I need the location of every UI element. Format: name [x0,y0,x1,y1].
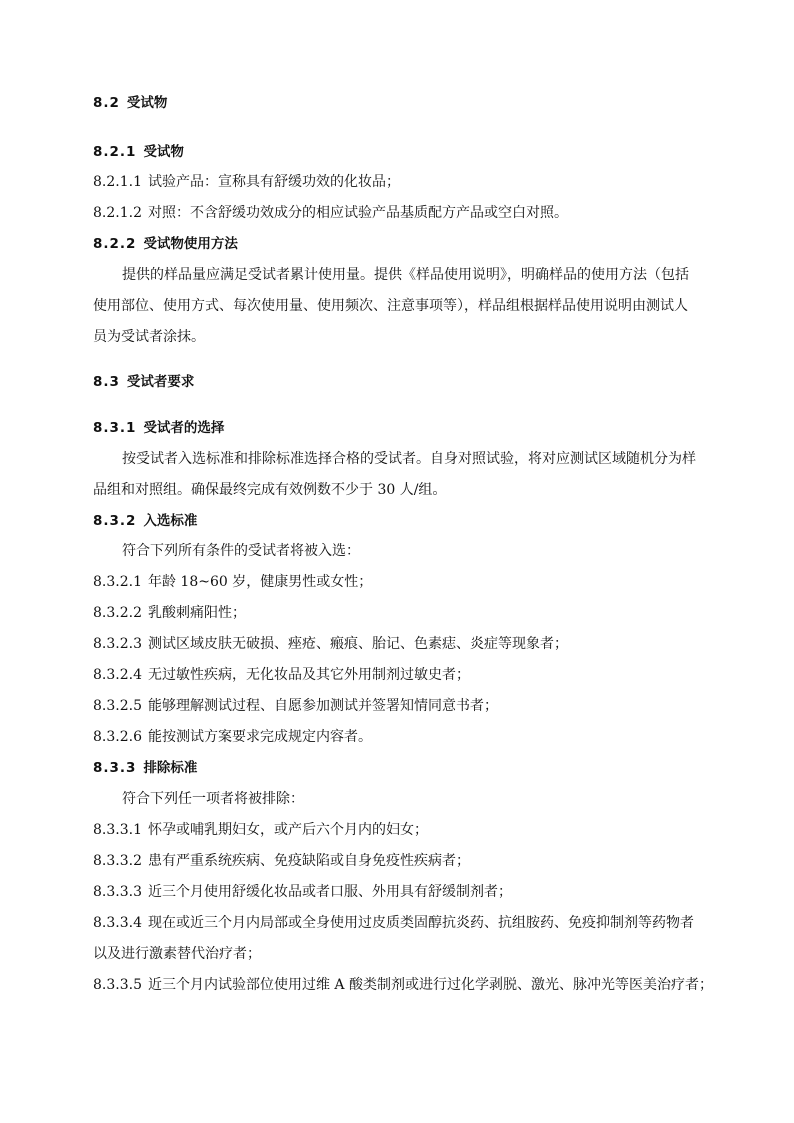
clause-8-3-2-5: 8.3.2.5 能够理解测试过程、自愿参加测试并签署知情同意书者； [93,698,498,714]
section-heading-8-3-1: 8.3.1 受试者的选择 [93,420,225,436]
paragraph-line: 品组和对照组。确保最终完成有效例数不少于 30 人/组。 [93,482,447,498]
clause-8-3-3-1: 8.3.3.1 怀孕或哺乳期妇女，或产后六个月内的妇女； [93,822,428,838]
paragraph-line: 提供的样品量应满足受试者累计使用量。提供《样品使用说明》，明确样品的使用方法（包括 [122,267,689,283]
clause-8-2-1-1: 8.2.1.1 试验产品：宣称具有舒缓功效的化妆品； [93,174,400,190]
clause-8-3-3-2: 8.3.3.2 患有严重系统疾病、免疫缺陷或自身免疫性疾病者； [93,853,470,869]
paragraph-line: 符合下列任一项者将被排除： [122,791,304,807]
clause-8-3-2-1: 8.3.2.1 年龄 18~60 岁，健康男性或女性； [93,574,373,590]
clause-8-3-2-6: 8.3.2.6 能按测试方案要求完成规定内容者。 [93,729,372,745]
section-heading-8-2-1: 8.2.1 受试物 [93,144,184,160]
section-heading-8-3-2: 8.3.2 入选标准 [93,513,198,529]
section-heading-8-3-3: 8.3.3 排除标准 [93,760,198,776]
clause-8-3-2-4: 8.3.2.4 无过敏性疾病，无化妆品及其它外用制剂过敏史者； [93,667,470,683]
clause-8-3-2-3: 8.3.2.3 测试区域皮肤无破损、痤疮、瘢痕、胎记、色素痣、炎症等现象者； [93,636,568,652]
clause-8-2-1-2: 8.2.1.2 对照：不含舒缓功效成分的相应试验产品基质配方产品或空白对照。 [93,205,568,221]
section-heading-8-2-2: 8.2.2 受试物使用方法 [93,236,238,252]
section-heading-8-2: 8.2 受试物 [93,95,168,111]
clause-8-3-3-3: 8.3.3.3 近三个月使用舒缓化妆品或者口服、外用具有舒缓制剂者； [93,884,512,900]
paragraph-line: 符合下列所有条件的受试者将被入选： [122,543,360,559]
paragraph-line: 使用部位、使用方式、每次使用量、使用频次、注意事项等），样品组根据样品使用说明由测试人 [93,298,688,314]
clause-8-3-3-4-continuation: 以及进行激素替代治疗者； [93,946,261,962]
clause-8-3-3-5: 8.3.3.5 近三个月内试验部位使用过维 A 酸类制剂或进行过化学剥脱、激光、脉冲光等医美治疗者； [93,977,713,993]
section-heading-8-3: 8.3 受试者要求 [93,374,195,390]
clause-8-3-2-2: 8.3.2.2 乳酸刺痛阳性； [93,605,246,621]
clause-8-3-3-4: 8.3.3.4 现在或近三个月内局部或全身使用过皮质类固醇抗炎药、抗组胺药、免疫抑制剂等药物者 [93,915,694,931]
paragraph-line: 按受试者入选标准和排除标准选择合格的受试者。自身对照试验，将对应测试区域随机分为样 [122,451,696,467]
paragraph-line: 员为受试者涂抹。 [93,329,205,345]
